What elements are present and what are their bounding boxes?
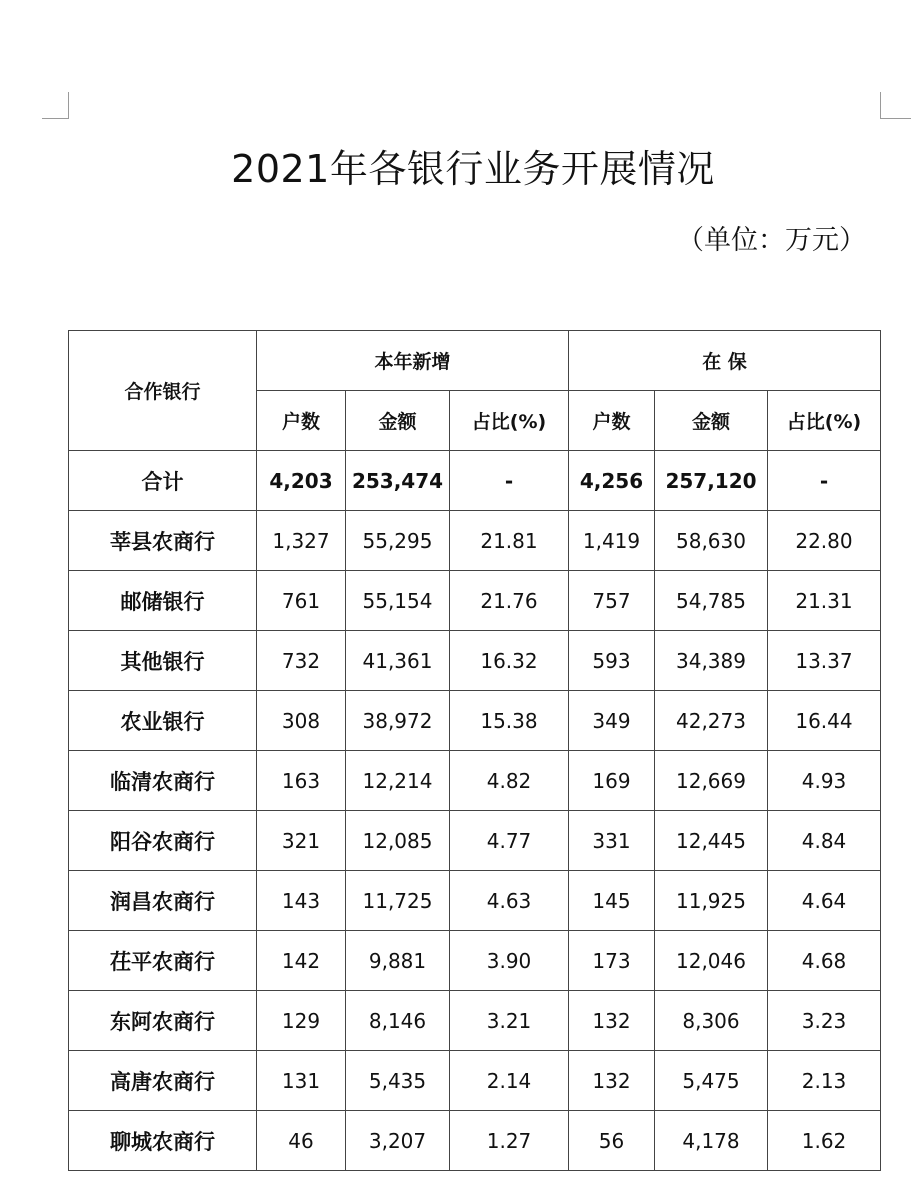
table-row	[69, 1111, 881, 1171]
value-cell: 331	[569, 811, 655, 871]
value-cell: 132	[569, 1051, 655, 1111]
table-row	[69, 691, 881, 751]
value-cell: 131	[257, 1051, 346, 1111]
bank-name-cell: 其他银行	[69, 631, 257, 691]
table-row	[69, 811, 881, 871]
value-cell: 253,474	[346, 451, 450, 511]
unit-note: （单位：万元）	[677, 225, 866, 256]
bank-name-cell: 东阿农商行	[69, 991, 257, 1051]
bank-name-cell: 高唐农商行	[69, 1051, 257, 1111]
value-cell: 12,214	[346, 751, 450, 811]
value-cell: 34,389	[655, 631, 768, 691]
header-col: 户数	[257, 391, 346, 451]
value-cell: 5,435	[346, 1051, 450, 1111]
value-cell: 3.90	[450, 931, 569, 991]
value-cell: 308	[257, 691, 346, 751]
value-cell: 257,120	[655, 451, 768, 511]
value-cell: 1,327	[257, 511, 346, 571]
value-cell: 5,475	[655, 1051, 768, 1111]
value-cell: 4.77	[450, 811, 569, 871]
value-cell: 757	[569, 571, 655, 631]
header-group-current: 在 保	[569, 331, 881, 391]
value-cell: 55,154	[346, 571, 450, 631]
table-row	[69, 1051, 881, 1111]
bank-name-cell: 阳谷农商行	[69, 811, 257, 871]
value-cell: 4.93	[768, 751, 881, 811]
value-cell: 145	[569, 871, 655, 931]
table-body	[69, 451, 881, 1171]
value-cell: 732	[257, 631, 346, 691]
table-row	[69, 991, 881, 1051]
value-cell: 4.68	[768, 931, 881, 991]
value-cell: 129	[257, 991, 346, 1051]
header-col: 金额	[655, 391, 768, 451]
value-cell: 4,178	[655, 1111, 768, 1171]
value-cell: 2.13	[768, 1051, 881, 1111]
value-cell: 58,630	[655, 511, 768, 571]
value-cell: -	[768, 451, 881, 511]
value-cell: 15.38	[450, 691, 569, 751]
value-cell: 38,972	[346, 691, 450, 751]
header-group-new: 本年新增	[257, 331, 569, 391]
crop-mark-top-right	[880, 92, 911, 119]
header-col: 占比(%)	[450, 391, 569, 451]
value-cell: 12,046	[655, 931, 768, 991]
value-cell: 21.81	[450, 511, 569, 571]
bank-name-cell: 邮储银行	[69, 571, 257, 631]
value-cell: 349	[569, 691, 655, 751]
value-cell: 11,725	[346, 871, 450, 931]
value-cell: 593	[569, 631, 655, 691]
value-cell: 4,256	[569, 451, 655, 511]
total-row	[69, 451, 881, 511]
value-cell: 16.44	[768, 691, 881, 751]
value-cell: 4.63	[450, 871, 569, 931]
bank-business-table	[68, 330, 881, 1171]
value-cell: 1,419	[569, 511, 655, 571]
header-col: 占比(%)	[768, 391, 881, 451]
value-cell: 8,306	[655, 991, 768, 1051]
table-row	[69, 571, 881, 631]
value-cell: 41,361	[346, 631, 450, 691]
value-cell: 21.31	[768, 571, 881, 631]
bank-name-cell: 莘县农商行	[69, 511, 257, 571]
bank-name-cell: 临清农商行	[69, 751, 257, 811]
value-cell: 3.23	[768, 991, 881, 1051]
header-col: 户数	[569, 391, 655, 451]
value-cell: 13.37	[768, 631, 881, 691]
value-cell: 56	[569, 1111, 655, 1171]
value-cell: 21.76	[450, 571, 569, 631]
bank-name-cell: 茌平农商行	[69, 931, 257, 991]
value-cell: 1.62	[768, 1111, 881, 1171]
value-cell: 761	[257, 571, 346, 631]
value-cell: 132	[569, 991, 655, 1051]
header-col: 金额	[346, 391, 450, 451]
value-cell: 3,207	[346, 1111, 450, 1171]
value-cell: 142	[257, 931, 346, 991]
value-cell: 4.64	[768, 871, 881, 931]
value-cell: 46	[257, 1111, 346, 1171]
value-cell: 12,445	[655, 811, 768, 871]
value-cell: 1.27	[450, 1111, 569, 1171]
value-cell: 173	[569, 931, 655, 991]
value-cell: 42,273	[655, 691, 768, 751]
crop-mark-top-left	[42, 92, 69, 119]
bank-name-cell: 合计	[69, 451, 257, 511]
table-row	[69, 751, 881, 811]
document-title: 2021年各银行业务开展情况	[231, 147, 715, 191]
value-cell: 2.14	[450, 1051, 569, 1111]
value-cell: 12,669	[655, 751, 768, 811]
value-cell: 55,295	[346, 511, 450, 571]
value-cell: 8,146	[346, 991, 450, 1051]
value-cell: 169	[569, 751, 655, 811]
value-cell: 22.80	[768, 511, 881, 571]
table-row	[69, 631, 881, 691]
value-cell: 54,785	[655, 571, 768, 631]
value-cell: 143	[257, 871, 346, 931]
table-row	[69, 871, 881, 931]
value-cell: 9,881	[346, 931, 450, 991]
value-cell: 4,203	[257, 451, 346, 511]
value-cell: 4.84	[768, 811, 881, 871]
value-cell: 11,925	[655, 871, 768, 931]
value-cell: -	[450, 451, 569, 511]
header-bank: 合作银行	[69, 331, 257, 451]
bank-name-cell: 农业银行	[69, 691, 257, 751]
value-cell: 12,085	[346, 811, 450, 871]
value-cell: 163	[257, 751, 346, 811]
value-cell: 16.32	[450, 631, 569, 691]
value-cell: 3.21	[450, 991, 569, 1051]
bank-name-cell: 聊城农商行	[69, 1111, 257, 1171]
value-cell: 321	[257, 811, 346, 871]
table-row	[69, 511, 881, 571]
table-row	[69, 931, 881, 991]
value-cell: 4.82	[450, 751, 569, 811]
bank-name-cell: 润昌农商行	[69, 871, 257, 931]
